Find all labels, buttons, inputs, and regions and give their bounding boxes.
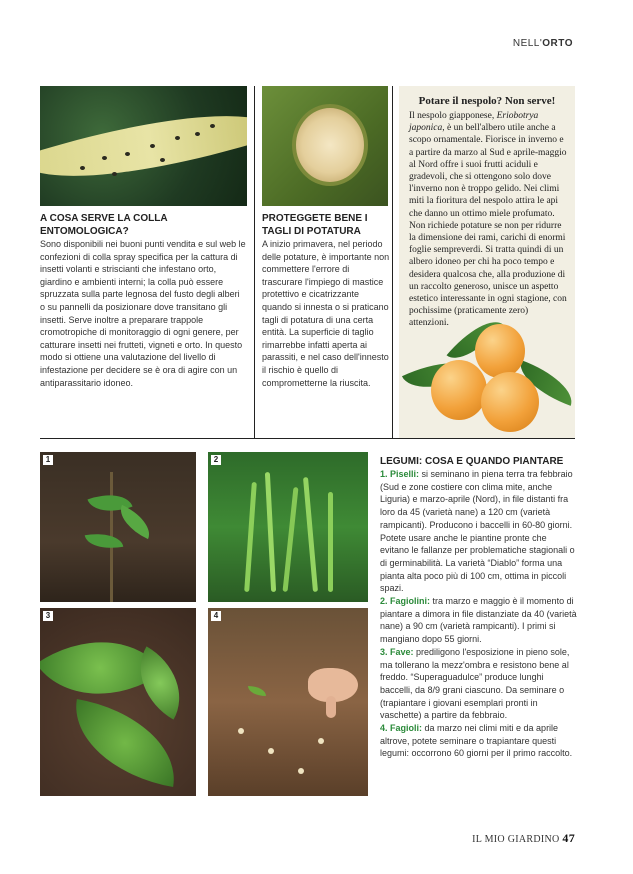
photo-number: 2 [211,455,221,465]
box-title: Potare il nespolo? Non serve! [418,95,556,107]
article-heading: LEGUMI: COSA E QUANDO PIANTARE [380,456,564,467]
legume-item: 3. Fave: prediligono l'esposizione in pieno sole, ma tollerano la mezz'ombra e resistono bene al freddo. “Superaguadulce” produce lunghi baccelli, da 8/9 grani ciascuno. Da seminare o (trapiantare i giovani esemplari pronti in vaschette) a partire da febbraio. [380,646,570,721]
pea-seedling-photo [40,452,196,602]
page-footer [472,831,575,846]
legume-item: 2. Fagiolini: tra marzo e maggio è il momento di piantare a dimora in file distanziate da 40 (varietà nane) a 90 cm (varietà rampicanti). I primi si mangiano dopo 55 giorni. [380,596,577,645]
article-body: A inizio primavera, nel periodo delle potature, è importante non commettere l'errore di trascurare l'impiego di mastice protettivo e cicatrizzante quando si innesta o si praticano tagli di potatura di una certa entità. La superficie di taglio rimarrebbe infatti aperta ai parassiti, e nel caso dell'innesto il rischio è quello di comprometterne la riuscita. [262,239,390,388]
page-number: 47 [562,831,575,845]
article-heading: A COSA SERVE LA COLLA ENTOMOLOGICA? [40,213,168,237]
legume-item: 1. Piselli: si seminano in piena terra tra febbraio (Sud e zone costiere con clima mite, anche Liguria) e marzo-aprile (Nord), in file distanti fra loro da 45 (varietà nane) a 120 cm (varietà rampicanti). Producono i baccelli in 60-80 giorni. Potete usare anche le piantine pronte che evitano le fallanze per problematiche stagionali o di germinabilità. La varietà “Diablo” forma una pianta alta poco più di 100 cm, ottima in piccoli spazi. [380,469,575,594]
hand-sowing-seeds-photo [208,608,368,796]
box-text: Il nespolo giapponese, Eriobotrya japonica, è un bell'albero utile anche a scopo ornamentale. Fiorisce in inverno e a partire da marzo al Sud e aprile-maggio al Nord offre i suoi frutti aciduli e gradevoli, che si ottengono solo dove l'inverno non è troppo gelido. Nei climi miti la fioritura del nespolo attira le api che danno un ottimo miele profumato. Non richiede potature se non per ridurre la dimensione dei rami, carichi di enormi foglie sempreverdi. Si tratta quindi di un albero idoneo per chi ha poco tempo e desidera qualcosa che, alla produzione di un raccolto generoso, unisce un aspetto estetico interessante in ogni stagione, con pochissime (praticamente zero) attenzioni. [409,111,567,329]
pruning-cut-photo [262,86,388,206]
column-divider [392,86,393,438]
fava-bean-seedling-photo [40,608,196,796]
horizontal-divider [40,438,575,439]
article-body: Sono disponibili nei buoni punti vendita e sul web le confezioni di colla spray specifica per la cattura di insetti volanti e striscianti che infestano orto, giardino e ambienti interni; la colla può essere spruzzata sulla parte legnosa del fusto degli alberi o su pannelli da posizionare dove transitano gli insetti. Serve inoltre a preparare trappole cromotropiche di monitoraggio di ogni genere, per catturare insetti nei frutteti, vigneti e orto. In questo modo si ottiene una valutazione del livello di infestazione per decidere se è ora di agire con un antiparassitario idoneo. [40,239,246,388]
green-beans-photo [208,452,368,602]
article-colla [40,212,246,389]
photo-number: 3 [43,611,53,621]
insects-on-leaf-photo [40,86,247,206]
photo-number: 1 [43,455,53,465]
section-tag [513,38,573,49]
legume-item: 4. Fagioli: da marzo nei climi miti e da aprile altrove, potete seminare o trapiantare questi legumi: occorrono 60 giorni per il primo raccolto. [380,723,573,759]
species-name: Eriobotrya japonica [409,111,539,134]
article-legumi [380,455,578,760]
legumi-body [380,468,578,760]
article-heading: PROTEGGETE BENE I TAGLI DI POTATURA [262,213,368,237]
section-name: ORTO [542,38,573,49]
section-prefix: NELL' [512,38,543,49]
loquat-fruits-illustration [405,320,575,435]
column-divider [254,86,255,438]
photo-number: 4 [211,611,221,621]
magazine-name: IL MIO GIARDINO [472,834,560,845]
article-potatura [262,212,390,389]
